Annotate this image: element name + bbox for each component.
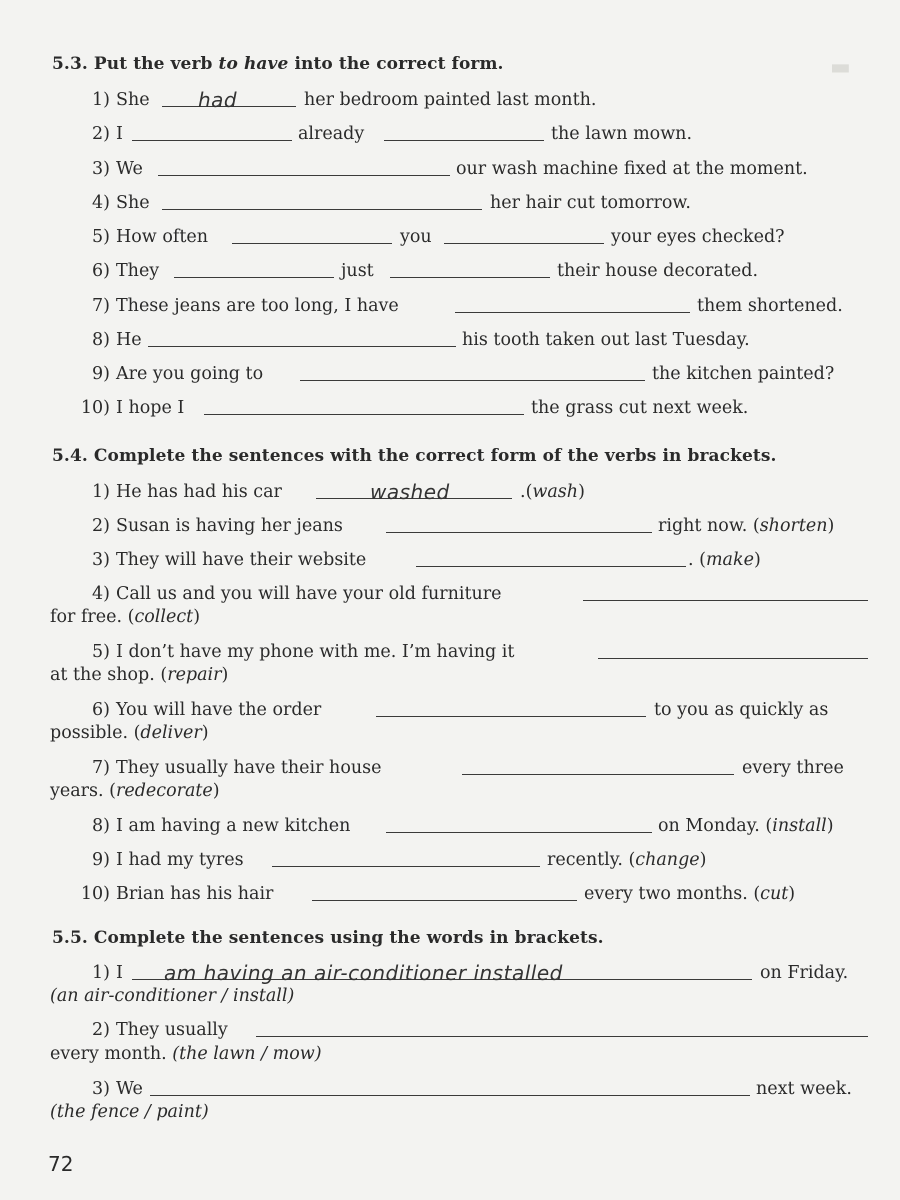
answer-blank[interactable] (386, 832, 652, 833)
answer-blank[interactable] (376, 716, 646, 717)
exercise-5-3-item-7: 7) These jeans are too long, I have them shortened. (92, 296, 843, 316)
exercise-5-5-item-2-cont: every month. (the lawn / mow) (50, 1044, 322, 1064)
answer-blank[interactable] (444, 243, 604, 244)
exercise-5-4-item-4: 4) Call us and you will have your old furniture (0, 580, 900, 608)
exercise-5-4-item-5: 5) I don’t have my phone with me. I’m having it (0, 638, 900, 666)
answer-blank[interactable] (256, 1036, 868, 1037)
handwritten-answer: had (198, 88, 238, 112)
exercise-5-4-item-7-cont: years. (redecorate) (50, 781, 220, 801)
answer-blank[interactable] (272, 866, 540, 867)
exercise-5-4-item-7: 7) They usually have their house every three (92, 758, 844, 778)
exercise-5-4-item-6-cont: possible. (deliver) (50, 723, 209, 743)
answer-blank[interactable] (148, 346, 456, 347)
answer-blank[interactable] (162, 209, 482, 210)
exercise-5-4-item-2: 2) Susan is having her jeans right now. (shorten) (92, 516, 835, 536)
exercise-5-5-item-2: 2) They usually (0, 1016, 900, 1044)
page-number: 72 (48, 1152, 74, 1176)
exercise-5-3-item-6: 6) They just their house decorated. (92, 261, 759, 281)
answer-blank[interactable] (598, 658, 868, 659)
exercise-5-5-item-1: 1) I am having an air-conditioner installed on Friday. (92, 961, 849, 985)
answer-blank[interactable] (150, 1095, 750, 1096)
answer-blank[interactable] (384, 140, 544, 141)
exercise-5-5-title: 5.5. Complete the sentences using the words in brackets. (52, 928, 604, 948)
exercise-5-4-item-3: 3) They will have their website . (make) (92, 550, 761, 570)
answer-blank[interactable] (390, 277, 550, 278)
answer-blank[interactable] (583, 600, 868, 601)
exercise-5-3-item-3: 3) We our wash machine fixed at the moment. (92, 159, 808, 179)
exercise-5-4-item-9: 9) I had my tyres recently. (change) (92, 850, 707, 870)
answer-blank[interactable] (416, 566, 686, 567)
answer-blank[interactable] (455, 312, 690, 313)
exercise-5-4-item-10: 10) Brian has his hair every two months. (cut) (80, 884, 796, 904)
exercise-5-3-item-10: 10) I hope I the grass cut next week. (80, 398, 749, 418)
answer-blank[interactable] (300, 380, 645, 381)
exercise-5-4-item-8: 8) I am having a new kitchen on Monday. (install) (92, 816, 834, 836)
exercise-5-4-title: 5.4. Complete the sentences with the correct form of the verbs in brackets. (52, 446, 777, 466)
exercise-5-3-item-4: 4) She her hair cut tomorrow. (92, 193, 691, 213)
exercise-5-4-item-5-cont: at the shop. (repair) (50, 665, 229, 685)
answer-blank[interactable] (462, 774, 734, 775)
answer-blank[interactable] (174, 277, 334, 278)
exercise-5-4-item-6: 6) You will have the order to you as quickly as (92, 700, 829, 720)
exercise-5-5-item-1-cont: (an air-conditioner / install) (50, 986, 295, 1006)
exercise-5-4-item-1: 1) He has had his car washed .(wash) (92, 480, 585, 504)
exercise-5-4-item-4-cont: for free. (collect) (50, 607, 201, 627)
exercise-5-3-title: 5.3. Put the verb to have into the correct form. (52, 54, 504, 74)
answer-blank[interactable] (232, 243, 392, 244)
answer-blank[interactable] (132, 140, 292, 141)
exercise-5-3-item-9: 9) Are you going to the kitchen painted? (92, 364, 835, 384)
bleed-through-decoration: ▬ (830, 55, 853, 80)
handwritten-answer: washed (370, 480, 450, 504)
handwritten-answer: am having an air-conditioner installed (164, 961, 563, 985)
exercise-5-5-item-3-cont: (the fence / paint) (50, 1102, 209, 1122)
answer-blank[interactable] (158, 175, 450, 176)
answer-blank[interactable] (204, 414, 524, 415)
answer-blank[interactable] (386, 532, 652, 533)
exercise-5-3-item-5: 5) How often you your eyes checked? (92, 227, 785, 247)
exercise-5-5-item-3: 3) We next week. (92, 1079, 852, 1099)
exercise-5-3-item-2: 2) I already the lawn mown. (92, 124, 693, 144)
answer-blank[interactable] (312, 900, 577, 901)
exercise-5-3-item-1: 1) She had her bedroom painted last month. (92, 88, 597, 112)
exercise-5-3-item-8: 8) He his tooth taken out last Tuesday. (92, 330, 750, 350)
